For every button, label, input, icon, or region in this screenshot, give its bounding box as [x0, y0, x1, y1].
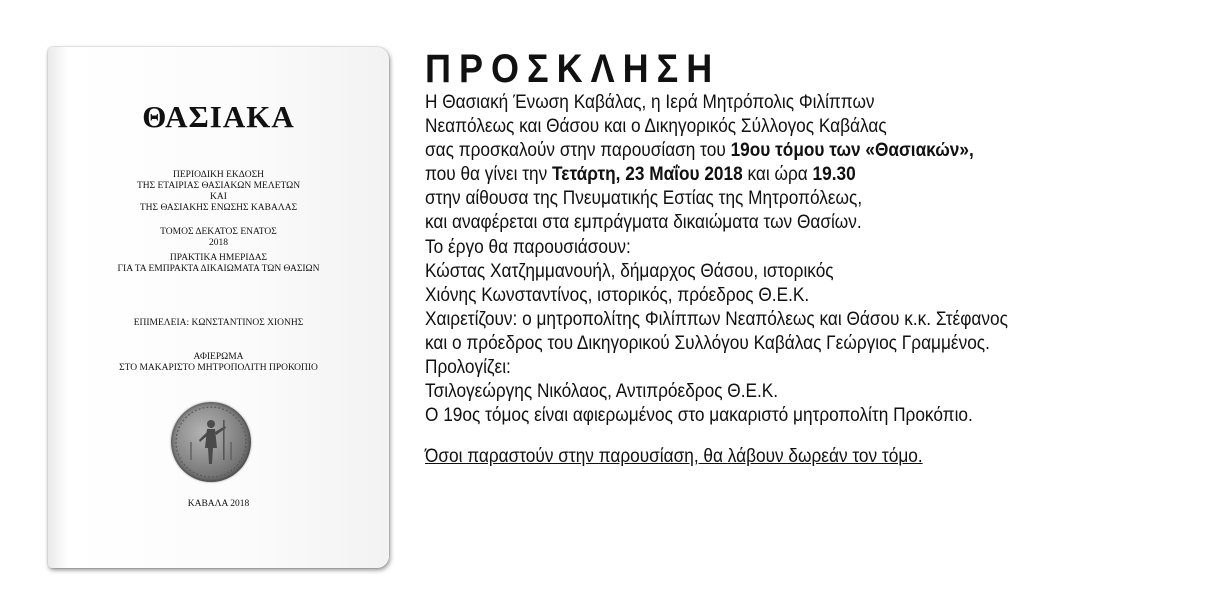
invitation-text: και ώρα: [742, 163, 813, 186]
cover-line: ΠΡΑΚΤΙΚΑ ΗΜΕΡΙΔΑΣ: [169, 253, 268, 263]
invitation-heading: ΠΡΟΣΚΛΗΣΗ: [425, 45, 721, 91]
invitation-body: [425, 90, 1208, 468]
invitation-line: και αναφέρεται στα εμπράγματα δικαιώματα των Θασίων.: [425, 211, 862, 234]
free-copy-notice: Όσοι παραστούν στην παρουσίαση, θα λάβουν δωρεάν τον τόμο.: [425, 445, 923, 468]
invitation-text: σας προσκαλούν στην παρουσίαση του: [425, 139, 731, 162]
cover-line: ΣΤΟ ΜΑΚΑΡΙΣΤΟ ΜΗΤΡΟΠΟΛΙΤΗ ΠΡΟΚΟΠΙΟ: [119, 363, 318, 373]
presenter-line: Χιόνης Κωνσταντίνος, ιστορικός, πρόεδρος Θ.Ε.Κ.: [425, 283, 810, 306]
cover-editor: [48, 318, 389, 329]
event-time: 19.30: [812, 163, 856, 186]
dedication-line: Ο 19ος τόμος είναι αφιερωμένος στο μακαριστό μητροπολίτη Προκόπιο.: [425, 404, 973, 427]
volume-highlight: 19ου τόμου των «Θασιακών»,: [730, 139, 974, 162]
cover-line: ΚΑΙ: [210, 192, 227, 202]
cover-volume-block: [48, 227, 389, 249]
cover-line: ΠΕΡΙΟΔΙΚΗ ΕΚΔΟΣΗ: [173, 170, 264, 180]
presenter-line: Κώστας Χατζημμανουήλ, δήμαρχος Θάσου, ιστορικός: [425, 259, 834, 282]
cover-line: ΑΦΙΕΡΩΜΑ: [193, 352, 244, 362]
book-cover: [48, 47, 389, 568]
greetings-line: και ο πρόεδρος του Δικηγορικού Συλλόγου Καβάλας Γεώργιος Γραμμένος.: [425, 331, 990, 354]
cover-line: ΚΑΒΑΛΑ 2018: [187, 499, 250, 509]
invitation-line: [425, 138, 1208, 162]
ancient-coin-image: [171, 402, 251, 482]
cover-place-year: [48, 499, 389, 510]
prologue-line: Τσιλογεώργης Νικόλαος, Αντιπρόεδρος Θ.Ε.Κ.: [425, 380, 779, 403]
greetings-line: Χαιρετίζουν: ο μητροπολίτης Φιλίππων Νεαπόλεως και Θάσου κ.κ. Στέφανος: [425, 307, 1008, 330]
cover-dedication-block: [48, 352, 389, 374]
cover-line: 2018: [209, 238, 228, 248]
event-date: Τετάρτη, 23 Μαΐου 2018: [552, 163, 743, 186]
invitation-line: στην αίθουσα της Πνευματικής Εστίας της Μητροπόλεως,: [425, 187, 863, 210]
cover-line: ΤΟΜΟΣ ΔΕΚΑΤΟΣ ΕΝΑΤΟΣ: [160, 227, 277, 237]
cover-title: ΘΑΣΙΑΚΑ: [142, 99, 295, 134]
cover-line: ΓΙΑ ΤΑ ΕΜΠΡΑΚΤΑ ΔΙΚΑΙΩΜΑΤΑ ΤΩΝ ΘΑΣΙΩΝ: [117, 264, 320, 274]
cover-publisher-block: [48, 170, 389, 214]
cover-line: ΤΗΣ ΘΑΣΙΑΚΗΣ ΕΝΩΣΗΣ ΚΑΒΑΛΑΣ: [139, 203, 298, 213]
invitation-line: Το έργο θα παρουσιάσουν:: [425, 235, 631, 258]
cover-line: ΤΗΣ ΕΤΑΙΡΙΑΣ ΘΑΣΙΑΚΩΝ ΜΕΛΕΤΩΝ: [136, 181, 301, 191]
invitation: [425, 47, 1205, 468]
invitation-text: που θα γίνει την: [425, 163, 553, 186]
coin-figure-icon: [171, 402, 251, 482]
cover-line: ΕΠΙΜΕΛΕΙΑ: ΚΩΝΣΤΑΝΤΙΝΟΣ ΧΙΟΝΗΣ: [133, 318, 304, 328]
invitation-line: Νεαπόλεως και Θάσου και ο Δικηγορικός Σύλλογος Καβάλας: [425, 115, 887, 138]
cover-proceedings-block: [48, 253, 389, 275]
invitation-line: Προλογίζει:: [425, 356, 511, 379]
invitation-line: [425, 162, 1208, 186]
invitation-line: Η Θασιακή Ένωση Καβάλας, η Ιερά Μητρόπολις Φιλίππων: [425, 91, 875, 113]
